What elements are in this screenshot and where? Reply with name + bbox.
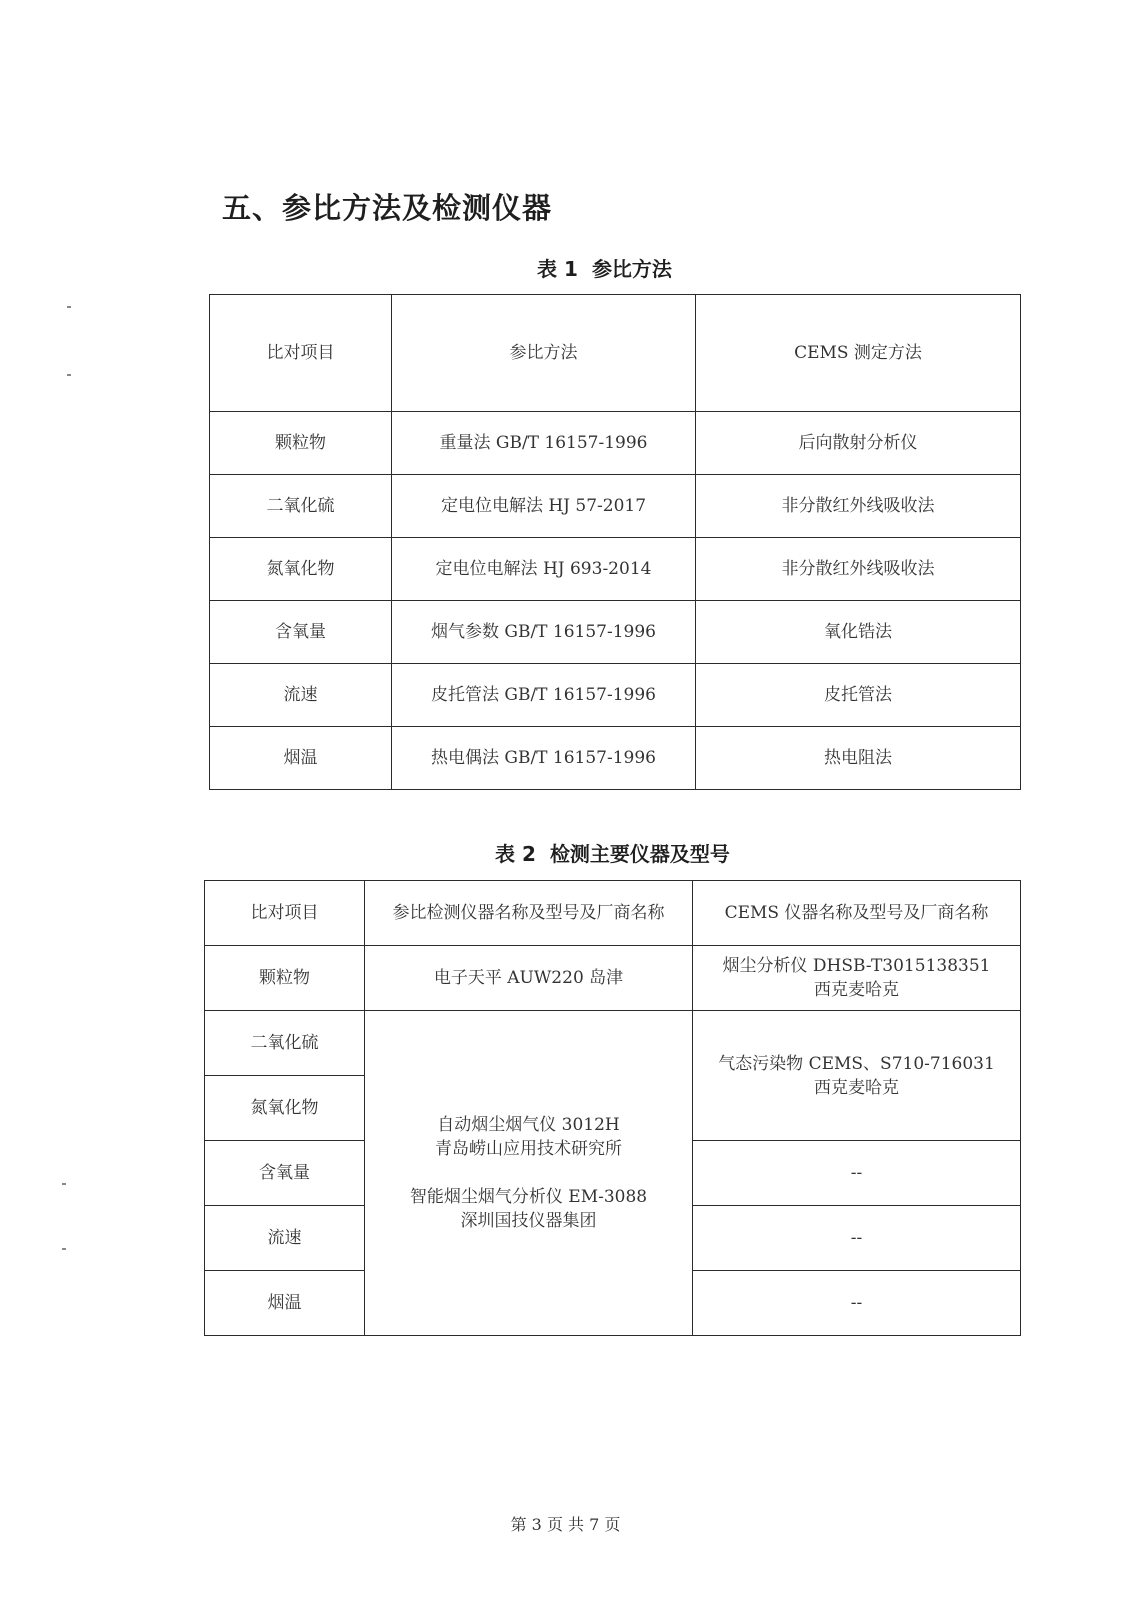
cems-method-cell: 氧化锆法 xyxy=(696,601,1021,664)
table1-caption xyxy=(39,253,1131,282)
item-cell: 二氧化硫 xyxy=(205,1011,365,1076)
table2-caption-text: 检测主要仪器及型号 xyxy=(549,842,730,866)
item-cell: 氮氧化物 xyxy=(210,538,392,601)
table-row xyxy=(210,727,1021,790)
reference-instrument-vendor: 深圳国技仪器集团 xyxy=(460,1211,597,1231)
section-title: 五、参比方法及检测仪器 xyxy=(222,191,553,225)
table-row xyxy=(210,601,1021,664)
table1-caption-text: 参比方法 xyxy=(591,257,672,281)
table-header-row xyxy=(210,295,1021,412)
header-cell: 参比方法 xyxy=(392,295,696,412)
scan-mark xyxy=(62,1248,66,1250)
table-row xyxy=(205,1011,1021,1076)
cems-method-cell: 非分散红外线吸收法 xyxy=(696,475,1021,538)
cems-instrument-cell: -- xyxy=(693,1271,1021,1336)
table-row xyxy=(210,412,1021,475)
header-cell: 比对项目 xyxy=(205,881,365,946)
item-cell: 烟温 xyxy=(205,1271,365,1336)
item-cell: 二氧化硫 xyxy=(210,475,392,538)
reference-instrument-model: 智能烟尘烟气分析仪 EM-3088 xyxy=(409,1187,648,1207)
cems-method-cell: 后向散射分析仪 xyxy=(696,412,1021,475)
item-cell: 烟温 xyxy=(210,727,392,790)
scan-mark xyxy=(67,306,71,308)
table-header-row xyxy=(205,881,1021,946)
scan-mark xyxy=(67,374,71,376)
item-cell: 颗粒物 xyxy=(205,946,365,1011)
reference-method-cell: 热电偶法 GB/T 16157-1996 xyxy=(392,727,696,790)
cems-instrument-vendor: 西克麦哈克 xyxy=(814,980,899,1000)
cems-instrument-cell xyxy=(693,946,1021,1011)
item-cell: 颗粒物 xyxy=(210,412,392,475)
cems-instrument-cell: -- xyxy=(693,1206,1021,1271)
line-gap xyxy=(371,1161,686,1185)
item-cell: 流速 xyxy=(210,664,392,727)
table-row xyxy=(210,664,1021,727)
reference-instrument-group-cell xyxy=(365,1011,693,1336)
scan-mark xyxy=(62,1183,66,1185)
header-cell: CEMS 仪器名称及型号及厂商名称 xyxy=(693,881,1021,946)
table-row xyxy=(210,538,1021,601)
table-row xyxy=(210,475,1021,538)
cems-instrument-model: 烟尘分析仪 DHSB-T3015138351 xyxy=(722,956,991,976)
reference-instrument-cell: 电子天平 AUW220 岛津 xyxy=(365,946,693,1011)
item-cell: 含氧量 xyxy=(205,1141,365,1206)
table2-caption xyxy=(47,838,1131,867)
item-cell: 含氧量 xyxy=(210,601,392,664)
table1-caption-number: 表 1 xyxy=(537,257,578,281)
item-cell: 氮氧化物 xyxy=(205,1076,365,1141)
header-cell: 比对项目 xyxy=(210,295,392,412)
cems-method-cell: 热电阻法 xyxy=(696,727,1021,790)
cems-instrument-vendor: 西克麦哈克 xyxy=(814,1077,899,1098)
reference-instrument-model: 自动烟尘烟气仪 3012H xyxy=(437,1115,620,1135)
table-row xyxy=(205,946,1021,1011)
cems-method-cell: 非分散红外线吸收法 xyxy=(696,538,1021,601)
cems-instrument-cell: -- xyxy=(693,1141,1021,1206)
reference-method-cell: 定电位电解法 HJ 693-2014 xyxy=(392,538,696,601)
reference-method-cell: 皮托管法 GB/T 16157-1996 xyxy=(392,664,696,727)
reference-methods-table xyxy=(209,294,1021,790)
item-cell: 流速 xyxy=(205,1206,365,1271)
reference-method-cell: 定电位电解法 HJ 57-2017 xyxy=(392,475,696,538)
cems-method-cell: 皮托管法 xyxy=(696,664,1021,727)
reference-method-cell: 烟气参数 GB/T 16157-1996 xyxy=(392,601,696,664)
reference-instrument-vendor: 青岛崂山应用技术研究所 xyxy=(435,1139,622,1159)
cems-instrument-cell xyxy=(693,1011,1021,1141)
reference-method-cell: 重量法 GB/T 16157-1996 xyxy=(392,412,696,475)
header-cell: CEMS 测定方法 xyxy=(696,295,1021,412)
instruments-table xyxy=(204,880,1021,1336)
page-number: 第 3 页 共 7 页 xyxy=(510,1515,621,1534)
table2-caption-number: 表 2 xyxy=(495,842,536,866)
header-cell: 参比检测仪器名称及型号及厂商名称 xyxy=(365,881,693,946)
cems-instrument-model: 气态污染物 CEMS、S710-716031 xyxy=(718,1053,995,1074)
